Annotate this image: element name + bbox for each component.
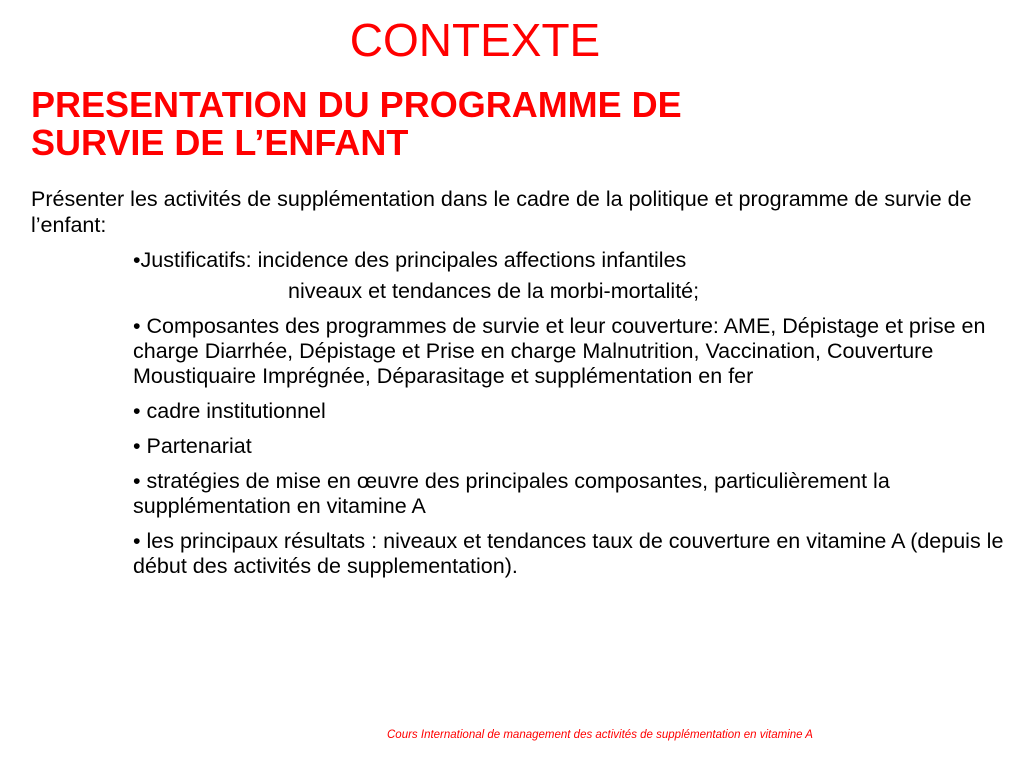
slide-footer: Cours International de management des activités de supplémentation en vitamine A (387, 729, 813, 741)
slide-title: CONTEXTE (349, 14, 601, 66)
bullet-composantes: • Composantes des programmes de survie et leur couverture: AME, Dépistage et prise en charge Diarrhée, Dépistage et Prise en charge Malnutrition, Vaccination, Couverture Moustiquaire Imprégnée, Déparasitage et supplémentation en fer (133, 314, 986, 388)
subtitle-line-2: SURVIE DE L’ENFANT (31, 122, 409, 163)
bullet-strategies: • stratégies de mise en œuvre des principales composantes, particulièrement la supplémentation en vitamine A (133, 469, 890, 518)
bullet-resultats: • les principaux résultats : niveaux et tendances taux de couverture en vitamine A (depuis le début des activités de supplementation). (133, 529, 1004, 578)
bullet-partenariat: • Partenariat (133, 434, 252, 458)
subtitle-line-1: PRESENTATION DU PROGRAMME DE (31, 84, 682, 125)
bullet-cadre-institutionnel: • cadre institutionnel (133, 399, 326, 423)
bullet-justificatifs: •Justificatifs: incidence des principales affections infantiles (133, 248, 687, 272)
bullet-list (133, 248, 1018, 589)
slide-subtitle (31, 86, 991, 162)
bullet-justificatifs-continued: niveaux et tendances de la morbi-mortalité; (288, 279, 700, 303)
intro-paragraph: Présenter les activités de supplémentation dans le cadre de la politique et programme de survie de l’enfant: (31, 187, 972, 237)
